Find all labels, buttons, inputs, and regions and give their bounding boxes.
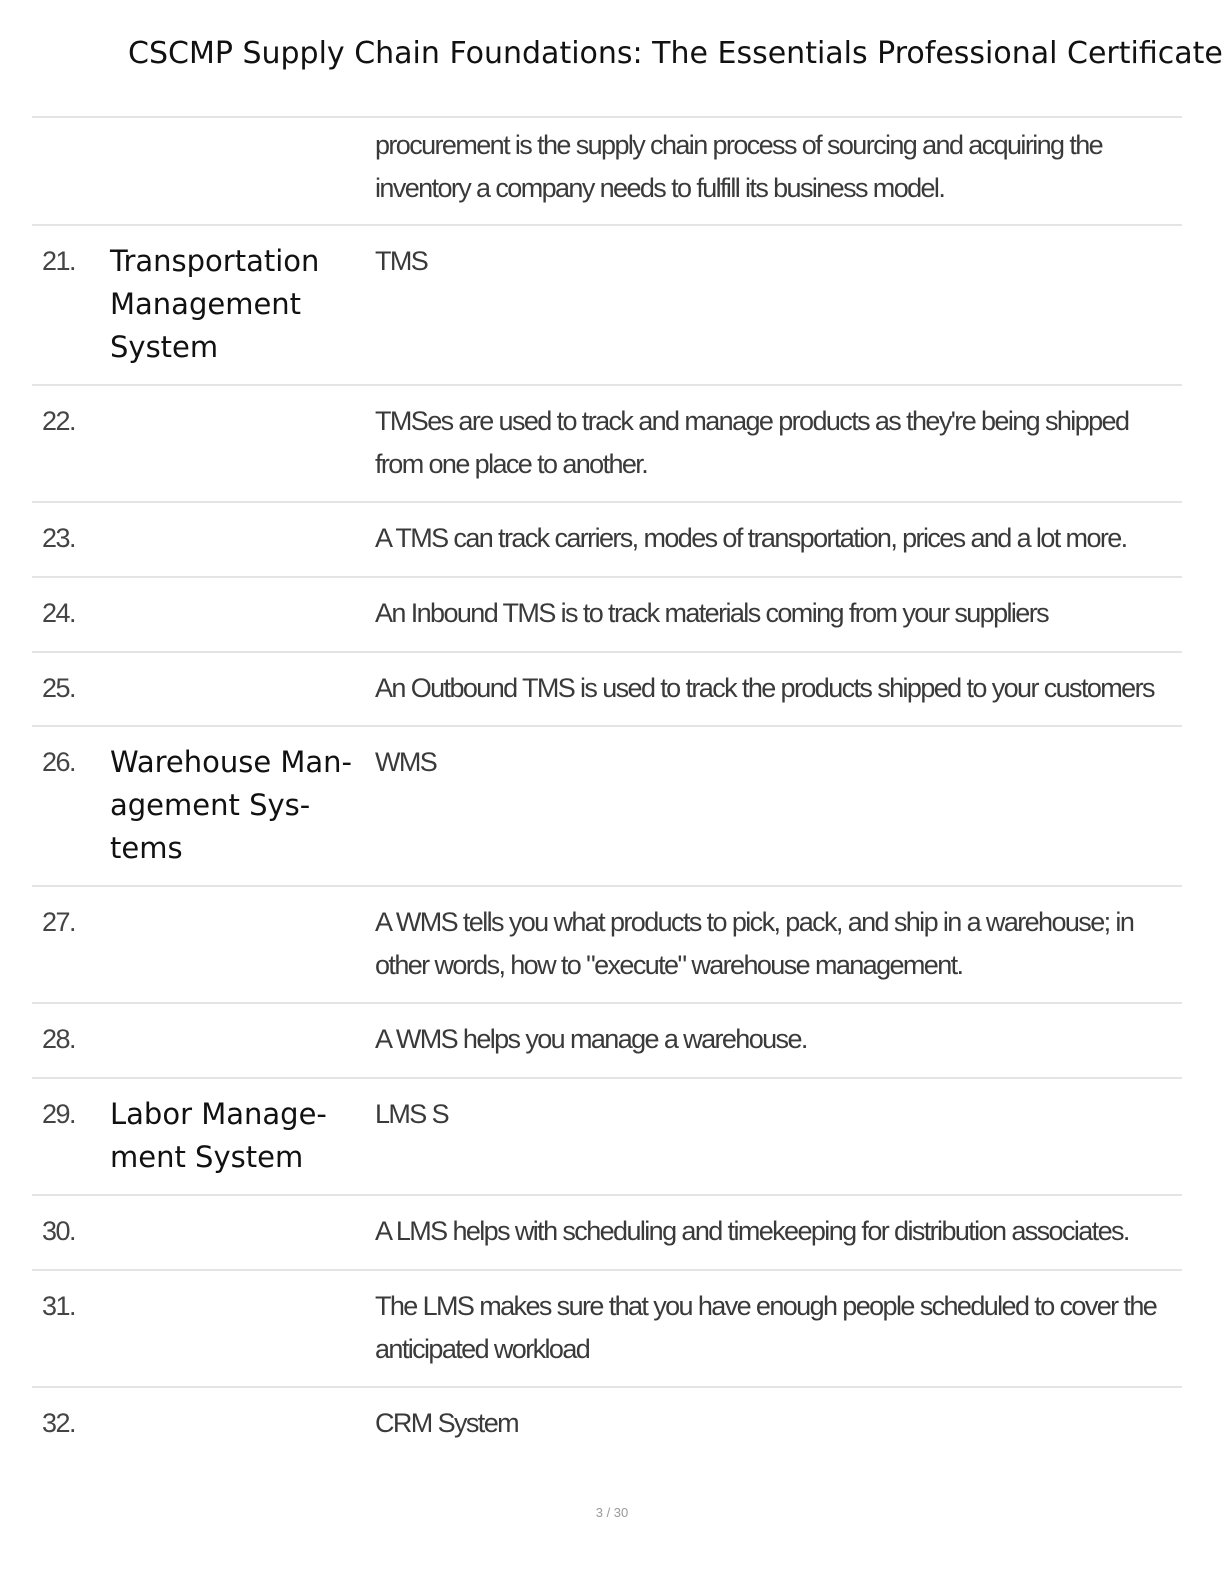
row-definition: An Outbound TMS is used to track the products shipped to your customers: [375, 673, 1154, 703]
row-number: 24.: [42, 598, 76, 628]
row-term: Transportation Management System: [110, 244, 320, 364]
table-row: [32, 116, 1182, 224]
row-number: 28.: [42, 1024, 76, 1054]
row-number: 27.: [42, 907, 76, 937]
row-definition: A WMS tells you what products to pick, pack, and ship in a warehouse; in other words, how to "execute" warehouse management.: [375, 907, 1134, 980]
row-definition: The LMS makes sure that you have enough people scheduled to cover the anticipated workload: [375, 1291, 1157, 1364]
row-term: [110, 124, 375, 224]
flashcard-table: [32, 116, 1182, 1461]
row-definition: An Inbound TMS is to track materials coming from your suppliers: [375, 598, 1049, 628]
row-term: [110, 1018, 375, 1077]
row-definition: A WMS helps you manage a warehouse.: [375, 1024, 807, 1054]
row-definition: A TMS can track carriers, modes of transportation, prices and a lot more.: [375, 523, 1127, 553]
row-term: [110, 901, 375, 1002]
row-number: 29.: [42, 1099, 76, 1129]
table-row: [32, 1194, 1182, 1269]
row-term: Labor Manage- ment System: [110, 1097, 327, 1174]
table-row: [32, 1269, 1182, 1386]
row-definition: A LMS helps with scheduling and timekeeping for distribution associates.: [375, 1216, 1129, 1246]
row-number: 30.: [42, 1216, 76, 1246]
table-row: [32, 1077, 1182, 1194]
table-row: [32, 725, 1182, 885]
table-row: [32, 1002, 1182, 1077]
row-number: 26.: [42, 747, 76, 777]
row-term: [110, 592, 375, 651]
row-definition: TMSes are used to track and manage products as they're being shipped from one place to another.: [375, 406, 1129, 479]
row-number: 21.: [42, 246, 76, 276]
table-row: [32, 224, 1182, 384]
row-term: [110, 517, 375, 576]
page-number: 3 / 30: [595, 1505, 629, 1520]
row-term: [110, 1285, 375, 1386]
table-row: [32, 885, 1182, 1002]
table-row: [32, 576, 1182, 651]
row-number: 23.: [42, 523, 76, 553]
table-row: [32, 651, 1182, 725]
row-number: [32, 124, 110, 224]
page-title: CSCMP Supply Chain Foundations: The Essentials Professional Certificate: [128, 36, 1223, 71]
row-term: Warehouse Man- agement Sys- tems: [110, 745, 353, 865]
table-row: [32, 1386, 1182, 1461]
row-term: [110, 1210, 375, 1269]
row-definition: TMS: [375, 246, 428, 276]
row-term: [110, 400, 375, 501]
row-definition: WMS: [375, 747, 437, 777]
row-number: 25.: [42, 673, 76, 703]
row-definition: LMS S: [375, 1099, 449, 1129]
row-term: [110, 1402, 375, 1461]
row-definition: CRM System: [375, 1408, 519, 1438]
row-number: 32.: [42, 1408, 76, 1438]
row-term: [110, 667, 375, 725]
table-row: [32, 501, 1182, 576]
row-number: 31.: [42, 1291, 76, 1321]
row-number: 22.: [42, 406, 76, 436]
table-row: [32, 384, 1182, 501]
row-definition: procurement is the supply chain process of sourcing and acquiring the inventory a company needs to fulfill its business model.: [375, 130, 1103, 203]
